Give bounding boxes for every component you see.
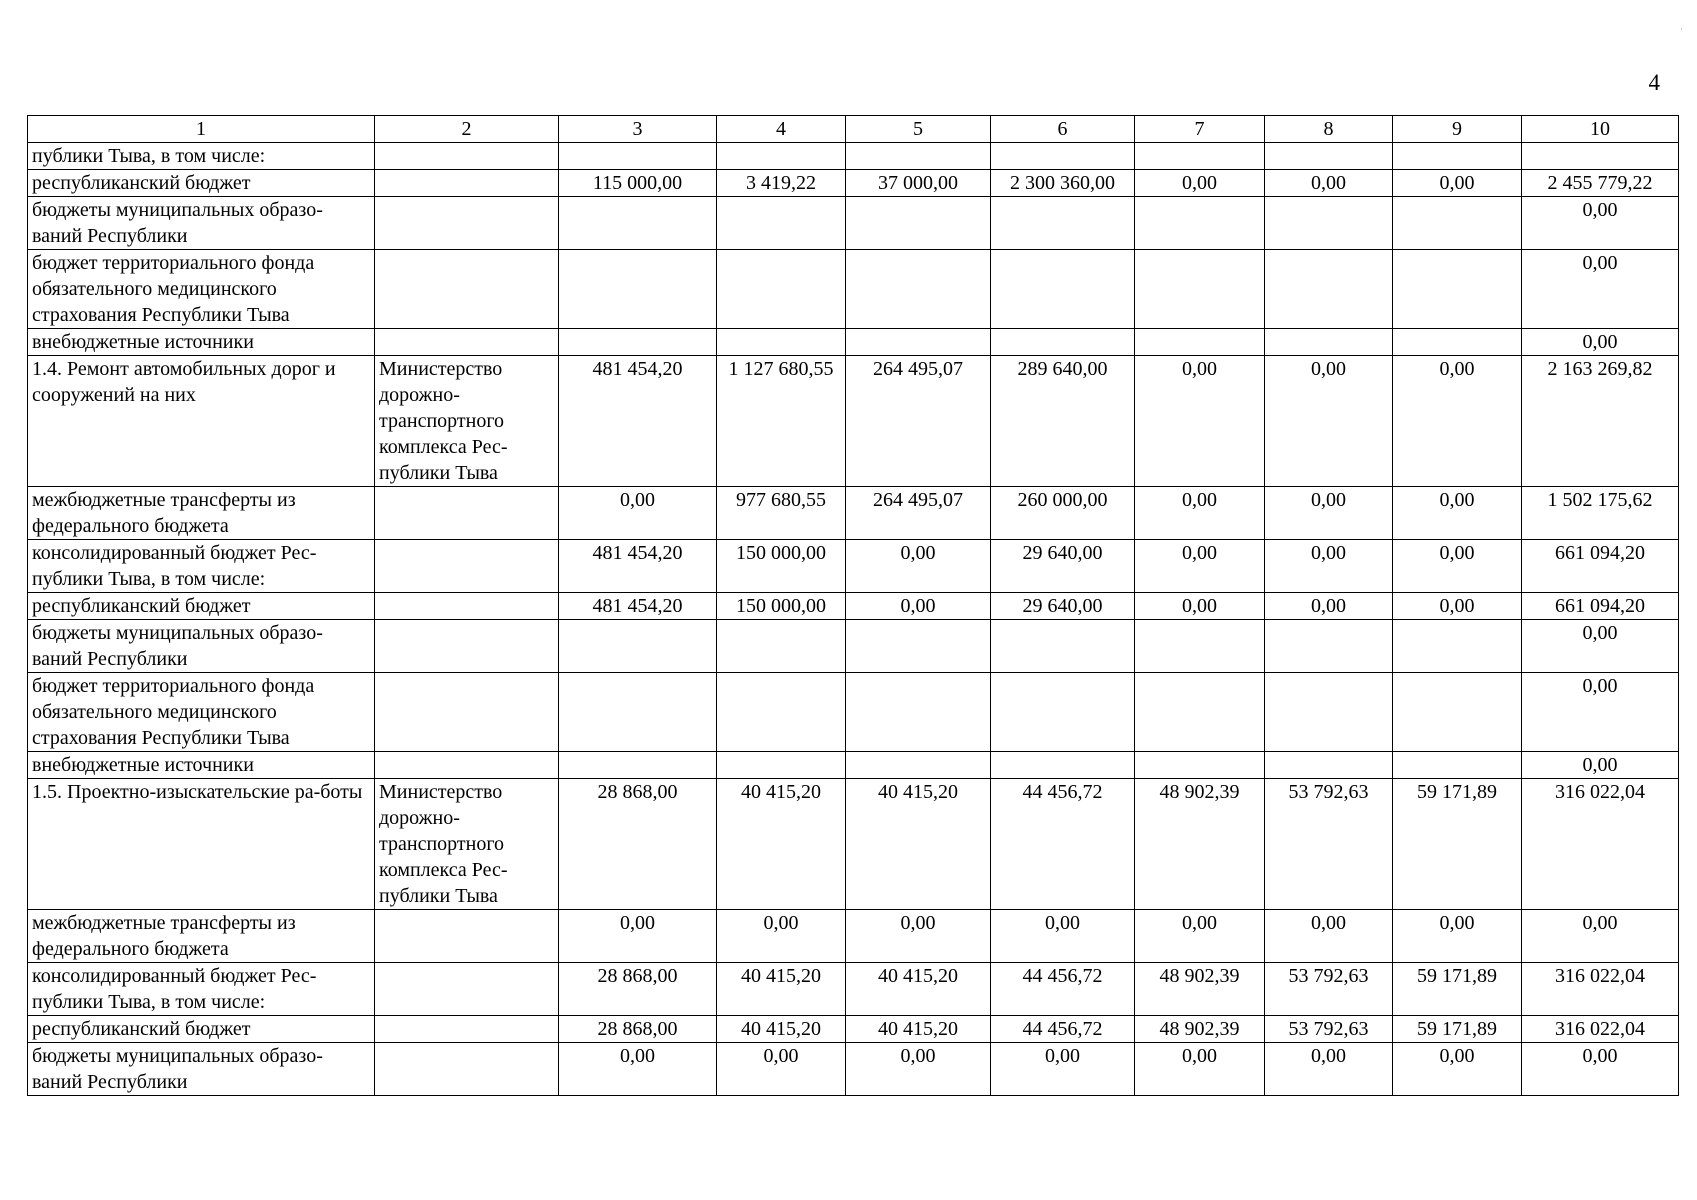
value-cell: 40 415,20 — [717, 1016, 846, 1043]
value-cell — [1393, 752, 1522, 779]
table-row — [28, 752, 1679, 779]
value-cell: 0,00 — [1393, 540, 1522, 593]
value-cell — [991, 143, 1135, 170]
value-cell — [1265, 329, 1393, 356]
value-cell — [846, 673, 991, 752]
row-label: бюджеты муниципальных образо-ваний Республики — [28, 197, 375, 250]
value-cell: 150 000,00 — [717, 593, 846, 620]
value-cell: 264 495,07 — [846, 356, 991, 487]
value-cell — [1135, 143, 1265, 170]
value-cell — [717, 752, 846, 779]
table-body — [28, 116, 1679, 1096]
responsible-executor — [375, 1043, 559, 1096]
row-label: 1.5. Проектно-изыскательские ра-боты — [28, 779, 375, 910]
table-row — [28, 1016, 1679, 1043]
value-cell — [1393, 197, 1522, 250]
column-header: 1 — [28, 116, 375, 143]
table-row — [28, 779, 1679, 910]
value-cell — [717, 620, 846, 673]
value-cell: 661 094,20 — [1522, 593, 1679, 620]
value-cell — [559, 673, 717, 752]
value-cell: 0,00 — [846, 593, 991, 620]
value-cell — [1135, 752, 1265, 779]
value-cell — [1265, 620, 1393, 673]
value-cell: 0,00 — [1522, 620, 1679, 673]
table-row — [28, 620, 1679, 673]
value-cell: 0,00 — [1522, 910, 1679, 963]
value-cell: 316 022,04 — [1522, 1016, 1679, 1043]
responsible-executor — [375, 910, 559, 963]
value-cell: 316 022,04 — [1522, 779, 1679, 910]
column-header: 5 — [846, 116, 991, 143]
value-cell: 0,00 — [1135, 487, 1265, 540]
responsible-executor — [375, 197, 559, 250]
responsible-executor — [375, 752, 559, 779]
responsible-executor — [375, 143, 559, 170]
value-cell: 264 495,07 — [846, 487, 991, 540]
responsible-executor — [375, 329, 559, 356]
value-cell — [991, 752, 1135, 779]
value-cell: 37 000,00 — [846, 170, 991, 197]
value-cell: 289 640,00 — [991, 356, 1135, 487]
value-cell — [1393, 620, 1522, 673]
value-cell — [1265, 197, 1393, 250]
column-header: 7 — [1135, 116, 1265, 143]
value-cell: 0,00 — [559, 487, 717, 540]
responsible-executor — [375, 593, 559, 620]
value-cell: 0,00 — [717, 910, 846, 963]
value-cell: 0,00 — [1265, 910, 1393, 963]
page-number: 4 — [1648, 70, 1660, 95]
table-row — [28, 487, 1679, 540]
value-cell — [559, 329, 717, 356]
table-row — [28, 250, 1679, 329]
value-cell: 0,00 — [1522, 752, 1679, 779]
value-cell: 0,00 — [1393, 170, 1522, 197]
value-cell: 0,00 — [717, 1043, 846, 1096]
value-cell: 150 000,00 — [717, 540, 846, 593]
value-cell — [1522, 143, 1679, 170]
row-label: бюджеты муниципальных образо-ваний Республики — [28, 620, 375, 673]
value-cell: 2 300 360,00 — [991, 170, 1135, 197]
value-cell: 2 455 779,22 — [1522, 170, 1679, 197]
value-cell — [559, 620, 717, 673]
value-cell — [1393, 143, 1522, 170]
value-cell: 0,00 — [1522, 197, 1679, 250]
column-header: 10 — [1522, 116, 1679, 143]
value-cell: 0,00 — [991, 910, 1135, 963]
value-cell: 0,00 — [1135, 356, 1265, 487]
row-label: республиканский бюджет — [28, 593, 375, 620]
table-row — [28, 143, 1679, 170]
value-cell — [1135, 620, 1265, 673]
responsible-executor — [375, 170, 559, 197]
table-row — [28, 593, 1679, 620]
table-row — [28, 329, 1679, 356]
value-cell: 0,00 — [1135, 170, 1265, 197]
value-cell: 3 419,22 — [717, 170, 846, 197]
row-label: публики Тыва, в том числе: — [28, 143, 375, 170]
column-header: 2 — [375, 116, 559, 143]
value-cell: 0,00 — [846, 1043, 991, 1096]
value-cell — [991, 250, 1135, 329]
value-cell: 0,00 — [1265, 487, 1393, 540]
value-cell — [1135, 329, 1265, 356]
value-cell — [991, 197, 1135, 250]
value-cell — [846, 143, 991, 170]
value-cell: 0,00 — [1135, 540, 1265, 593]
responsible-executor — [375, 487, 559, 540]
value-cell — [991, 329, 1135, 356]
value-cell — [717, 329, 846, 356]
value-cell: 481 454,20 — [559, 356, 717, 487]
value-cell: 1 127 680,55 — [717, 356, 846, 487]
value-cell: 0,00 — [1393, 593, 1522, 620]
value-cell — [717, 250, 846, 329]
value-cell: 0,00 — [1135, 1043, 1265, 1096]
value-cell — [559, 752, 717, 779]
row-label: бюджет территориального фонда обязательного медицинского страхования Республики Тыва — [28, 673, 375, 752]
value-cell — [991, 673, 1135, 752]
value-cell: 0,00 — [1265, 540, 1393, 593]
value-cell: 48 902,39 — [1135, 779, 1265, 910]
value-cell: 661 094,20 — [1522, 540, 1679, 593]
value-cell: 0,00 — [1265, 356, 1393, 487]
responsible-executor: Министерство дорожно-транспортного комплекса Рес-публики Тыва — [375, 356, 559, 487]
value-cell: 0,00 — [991, 1043, 1135, 1096]
value-cell: 48 902,39 — [1135, 963, 1265, 1016]
value-cell: 0,00 — [1522, 329, 1679, 356]
responsible-executor — [375, 963, 559, 1016]
value-cell: 0,00 — [1393, 487, 1522, 540]
value-cell: 2 163 269,82 — [1522, 356, 1679, 487]
row-label: республиканский бюджет — [28, 1016, 375, 1043]
value-cell: 53 792,63 — [1265, 963, 1393, 1016]
value-cell — [559, 250, 717, 329]
value-cell — [1135, 673, 1265, 752]
value-cell: 29 640,00 — [991, 593, 1135, 620]
responsible-executor — [375, 620, 559, 673]
header-row — [28, 116, 1679, 143]
value-cell: 59 171,89 — [1393, 963, 1522, 1016]
value-cell: 48 902,39 — [1135, 1016, 1265, 1043]
column-header: 9 — [1393, 116, 1522, 143]
row-label: республиканский бюджет — [28, 170, 375, 197]
value-cell: 1 502 175,62 — [1522, 487, 1679, 540]
value-cell — [717, 143, 846, 170]
value-cell: 0,00 — [846, 910, 991, 963]
value-cell — [846, 197, 991, 250]
column-header: 8 — [1265, 116, 1393, 143]
value-cell — [1265, 143, 1393, 170]
column-header: 4 — [717, 116, 846, 143]
value-cell — [1135, 197, 1265, 250]
table-row — [28, 356, 1679, 487]
value-cell: 0,00 — [1393, 1043, 1522, 1096]
value-cell: 29 640,00 — [991, 540, 1135, 593]
row-label: консолидированный бюджет Рес-публики Тыва, в том числе: — [28, 540, 375, 593]
table-row — [28, 673, 1679, 752]
row-label: консолидированный бюджет Рес-публики Тыва, в том числе: — [28, 963, 375, 1016]
value-cell: 44 456,72 — [991, 1016, 1135, 1043]
value-cell: 0,00 — [1393, 910, 1522, 963]
responsible-executor — [375, 673, 559, 752]
row-label: межбюджетные трансферты из федерального бюджета — [28, 910, 375, 963]
value-cell: 0,00 — [1265, 170, 1393, 197]
value-cell: 0,00 — [1265, 593, 1393, 620]
value-cell: 115 000,00 — [559, 170, 717, 197]
table-row — [28, 170, 1679, 197]
responsible-executor — [375, 540, 559, 593]
corner-mark: · — [1680, 24, 1683, 34]
value-cell: 0,00 — [1135, 593, 1265, 620]
value-cell: 40 415,20 — [717, 779, 846, 910]
value-cell — [846, 250, 991, 329]
value-cell — [991, 620, 1135, 673]
value-cell: 977 680,55 — [717, 487, 846, 540]
value-cell — [846, 620, 991, 673]
value-cell: 40 415,20 — [846, 779, 991, 910]
row-label: 1.4. Ремонт автомобильных дорог и сооружений на них — [28, 356, 375, 487]
value-cell: 40 415,20 — [846, 1016, 991, 1043]
responsible-executor: Министерство дорожно-транспортного комплекса Рес-публики Тыва — [375, 779, 559, 910]
value-cell: 59 171,89 — [1393, 779, 1522, 910]
value-cell: 53 792,63 — [1265, 1016, 1393, 1043]
value-cell — [1393, 250, 1522, 329]
value-cell: 28 868,00 — [559, 1016, 717, 1043]
table-row — [28, 540, 1679, 593]
value-cell: 0,00 — [1522, 673, 1679, 752]
value-cell: 316 022,04 — [1522, 963, 1679, 1016]
value-cell — [1135, 250, 1265, 329]
column-header: 6 — [991, 116, 1135, 143]
value-cell: 260 000,00 — [991, 487, 1135, 540]
value-cell — [1265, 752, 1393, 779]
value-cell: 0,00 — [1393, 356, 1522, 487]
table-row — [28, 197, 1679, 250]
value-cell: 0,00 — [559, 910, 717, 963]
value-cell: 28 868,00 — [559, 963, 717, 1016]
value-cell: 0,00 — [1522, 250, 1679, 329]
value-cell: 59 171,89 — [1393, 1016, 1522, 1043]
column-header: 3 — [559, 116, 717, 143]
value-cell — [1393, 673, 1522, 752]
value-cell — [1393, 329, 1522, 356]
value-cell: 0,00 — [559, 1043, 717, 1096]
value-cell — [1265, 673, 1393, 752]
value-cell: 0,00 — [846, 540, 991, 593]
table-row — [28, 1043, 1679, 1096]
row-label: внебюджетные источники — [28, 329, 375, 356]
value-cell — [559, 197, 717, 250]
value-cell: 40 415,20 — [717, 963, 846, 1016]
value-cell — [717, 197, 846, 250]
value-cell — [846, 329, 991, 356]
table-row — [28, 963, 1679, 1016]
row-label: бюджеты муниципальных образо-ваний Республики — [28, 1043, 375, 1096]
row-label: внебюджетные источники — [28, 752, 375, 779]
responsible-executor — [375, 250, 559, 329]
value-cell — [1265, 250, 1393, 329]
value-cell: 481 454,20 — [559, 540, 717, 593]
table-row — [28, 910, 1679, 963]
value-cell: 0,00 — [1522, 1043, 1679, 1096]
row-label: бюджет территориального фонда обязательного медицинского страхования Республики Тыва — [28, 250, 375, 329]
value-cell — [717, 673, 846, 752]
value-cell: 481 454,20 — [559, 593, 717, 620]
value-cell: 53 792,63 — [1265, 779, 1393, 910]
value-cell: 44 456,72 — [991, 963, 1135, 1016]
value-cell — [559, 143, 717, 170]
value-cell: 28 868,00 — [559, 779, 717, 910]
value-cell — [846, 752, 991, 779]
value-cell: 40 415,20 — [846, 963, 991, 1016]
budget-table — [27, 115, 1679, 1096]
responsible-executor — [375, 1016, 559, 1043]
value-cell: 0,00 — [1265, 1043, 1393, 1096]
row-label: межбюджетные трансферты из федерального бюджета — [28, 487, 375, 540]
value-cell: 44 456,72 — [991, 779, 1135, 910]
value-cell: 0,00 — [1135, 910, 1265, 963]
